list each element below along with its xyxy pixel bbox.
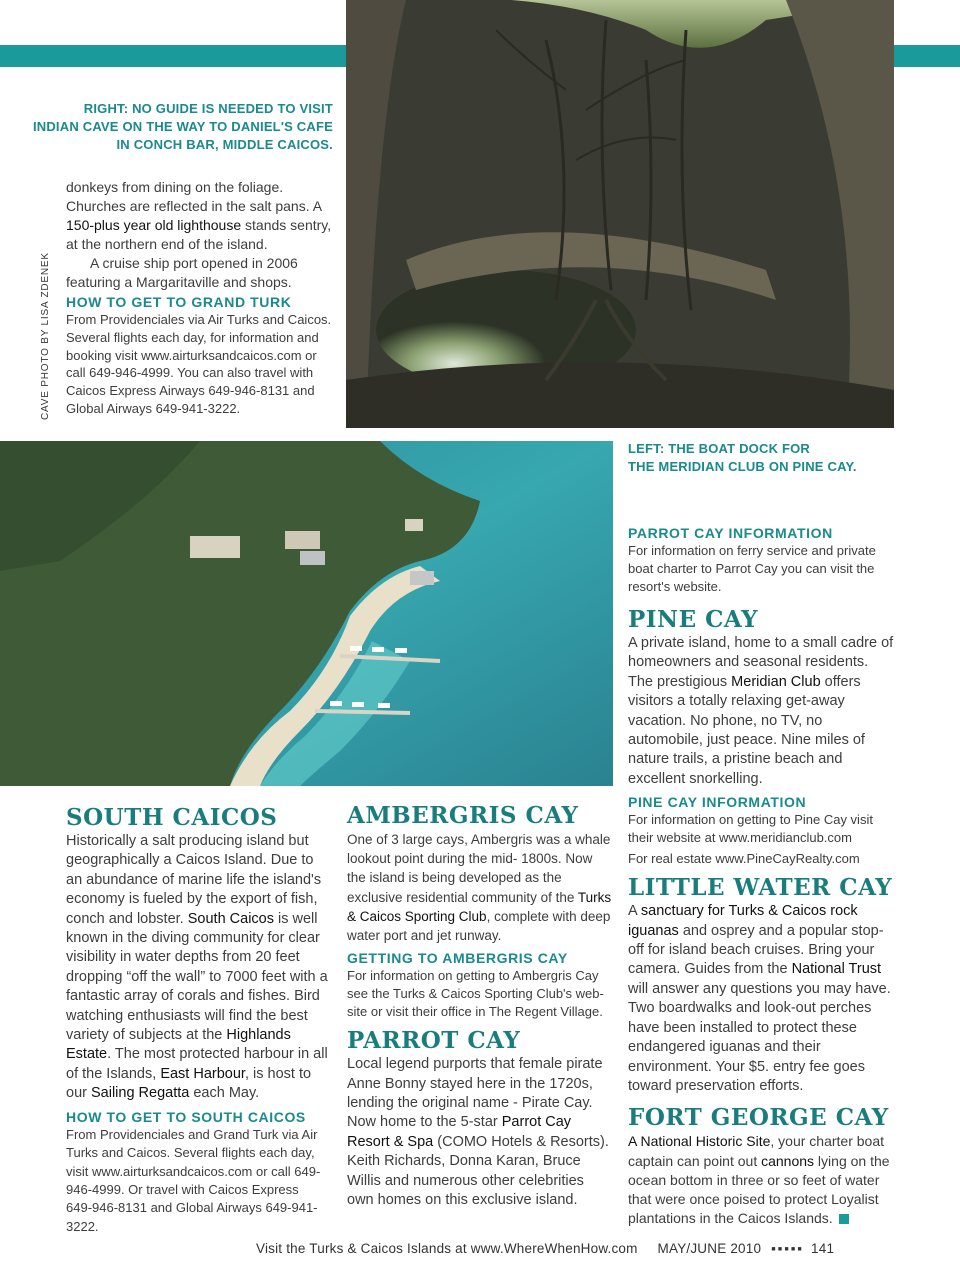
parrot-info-title: PARROT CAY INFORMATION (628, 525, 833, 541)
highlands-estate-highlight: Highlands Estate (66, 1027, 291, 1063)
middle-column (347, 802, 613, 1210)
south-caicos-section (66, 804, 328, 1236)
meridian-club-highlight: Meridian Club (731, 673, 821, 690)
top-accent-bar-left (0, 45, 346, 67)
ambergris-cay-title: AMBERGRIS CAY (347, 802, 579, 829)
parrot-resort-highlight: Parrot Cay Resort & Spa (347, 1114, 572, 1150)
parrot-cay-text: Local legend purports that female pirate Anne Bonny stayed here in the 1720s, lending the original name - Pirate Cay. Now home to the 5-star Parrot Cay Resort & Spa (COMO Hotels & Resorts). Keith Richards, Donna Karan, Bruce Willis and numerous other celebrities own homes on this exclusive island. (347, 1056, 609, 1209)
grand-turk-how-title: HOW TO GET TO GRAND TURK (66, 294, 292, 310)
parrot-cay-title: PARROT CAY (347, 1027, 521, 1055)
top-accent-bar-right (894, 45, 960, 67)
pine-cay-title: PINE CAY (628, 606, 759, 633)
grand-turk-section (66, 178, 334, 418)
caption-line: INDIAN CAVE ON THE WAY TO DANIEL'S CAFE (32, 119, 333, 134)
parrot-info-text: For information on ferry service and private boat charter to Parrot Cay you can visit the resort's website. (628, 543, 876, 594)
sailing-regatta-highlight: Sailing Regatta (91, 1085, 190, 1102)
south-caicos-text: Historically a salt producing island but geographically a Caicos Island. Due to an abundance of marine life the island's economy is fueled by the export of fish, conch and lobster. South Caicos is well known in the diving community for clear visibility in water depths from 20 feet dropping “off the wall” to 7000 feet with a fantastic array of corals and fishes. Bird watching enthusiasts will find the best variety of subjects at the Highlands Estate. The most protected harbour in all of the Islands, East Harbour, is host to our Sailing Regatta each May. (66, 833, 328, 1102)
grand-turk-paragraph: donkeys from dining on the foliage. Churches are reflected in the salt pans. A 150-plus year old lighthouse stands sentry, at the northern end of the island. (66, 179, 332, 252)
footer-visit: Visit the Turks & Caicos Islands at www.WhereWhenHow.com (256, 1241, 638, 1256)
page-footer (256, 1241, 834, 1256)
iguana-sanctuary-highlight: sanctuary for Turks & Caicos rock iguanas (628, 903, 858, 939)
pine-cay-text: A private island, home to a small cadre of homeowners and seasonal residents. The prestigious Meridian Club offers visitors a totally relaxing get-away vacation. No phone, no TV, no automobile, just peace. Nine miles of nature trails, a pristine beach and excellent snorkelling. (628, 635, 894, 787)
right-column (628, 524, 896, 1228)
caption-line: LEFT: THE BOAT DOCK FOR (628, 441, 811, 456)
footer-dots: ▪ ▪ ▪ ▪ ▪ (771, 1241, 802, 1256)
end-mark-icon (839, 1214, 849, 1224)
national-trust-highlight: National Trust (791, 961, 882, 978)
grand-turk-paragraph-2: A cruise ship port opened in 2006 featuring a Margaritaville and shops. (66, 255, 298, 290)
cave-caption (33, 100, 333, 154)
historic-site-highlight: A National Historic Site (628, 1133, 771, 1150)
cannons-highlight: cannons (761, 1152, 815, 1169)
dock-illustration (0, 441, 613, 786)
dock-caption (628, 440, 857, 476)
footer-issue: MAY/JUNE 2010 (657, 1241, 762, 1256)
page-number: 141 (811, 1241, 835, 1256)
east-harbour-highlight: East Harbour (160, 1065, 245, 1082)
ambergris-how-title: GETTING TO AMBERGRIS CAY (347, 950, 568, 967)
pine-realestate-text: For real estate www.PineCayRealty.com (628, 851, 860, 867)
ambergris-how-text: For information on getting to Ambergris Cay see the Turks & Caicos Sporting Club's web-site or visit their office in The Regent Village. (347, 968, 604, 1020)
little-water-cay-title: LITTLE WATER CAY (628, 874, 893, 902)
cave-photo (346, 0, 894, 428)
south-caicos-how-title: HOW TO GET TO SOUTH CAICOS (66, 1108, 306, 1125)
cave-illustration (346, 0, 894, 428)
photo-credit: CAVE PHOTO BY LISA ZDENEK (40, 252, 51, 420)
grand-turk-how-text: From Providenciales via Air Turks and Caicos. Several flights each day, for information and booking visit www.airturksandcaicos.com or call 649-946-4999. You can also travel with Caicos Express Airways 649-946-8131 and Global Airways 649-941-3222. (66, 312, 332, 416)
south-caicos-highlight: South Caicos (187, 910, 274, 927)
sporting-club-highlight: Turks & Caicos Sporting Club (347, 889, 612, 924)
fort-george-cay-title: FORT GEORGE CAY (628, 1104, 889, 1132)
south-caicos-title: SOUTH CAICOS (66, 804, 278, 831)
lighthouse-highlight: 150-plus year old lighthouse (66, 217, 242, 233)
fort-george-cay-text: A National Historic Site, your charter boat captain can point out cannons lying on the ocean bottom in three or so feet of water that were once poised to protect Loyalist plantations in the Caicos Islands. (628, 1133, 890, 1227)
pine-info-text: For information on getting to Pine Cay visit their website at www.meridianclub.com (628, 812, 873, 846)
little-water-cay-text: A sanctuary for Turks & Caicos rock iguanas and osprey and a popular stop-off for island beach cruises. Bring your camera. Guides from the National Trust will answer any questions you may have. Two boardwalks and look-out perches have been installed to protect these endangered iguanas and their environment. Your $5. entry fee goes toward preservation efforts. (628, 903, 891, 1094)
ambergris-cay-text: One of 3 large cays, Ambergris was a whale lookout point during the mid- 1800s. Now the island is being developed as the exclusive residential community of the Turks & Caicos Sporting Club, complete with deep water port and jet runway. (347, 832, 612, 944)
pine-info-title: PINE CAY INFORMATION (628, 794, 807, 811)
caption-line: RIGHT: NO GUIDE IS NEEDED TO VISIT (83, 101, 333, 116)
caption-line: IN CONCH BAR, MIDDLE CAICOS. (116, 137, 333, 152)
caption-line: THE MERIDIAN CLUB ON PINE CAY. (628, 459, 857, 474)
aerial-dock-photo (0, 441, 613, 786)
south-caicos-how-text: From Providenciales and Grand Turk via Air Turks and Caicos. Several flights each day, visit www.airturksandcaicos.com or call 649-946-4999. Or travel with Caicos Express 649-946-8131 and Global Airways 649-941-3222. (66, 1126, 321, 1234)
